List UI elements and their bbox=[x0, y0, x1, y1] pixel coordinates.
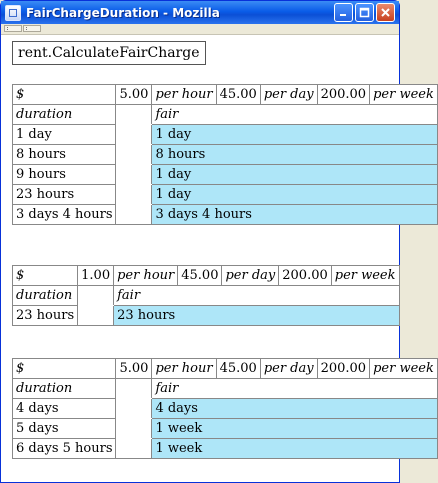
rate-value: 5.00 bbox=[116, 359, 152, 379]
table-row bbox=[13, 439, 438, 459]
duration-cell: 9 hours bbox=[13, 165, 116, 185]
table-row bbox=[13, 145, 438, 165]
table-row bbox=[13, 165, 438, 185]
duration-cell: 6 days 5 hours bbox=[13, 439, 116, 459]
currency-cell: $ bbox=[13, 359, 116, 379]
table-header-row bbox=[13, 266, 400, 286]
rate-value: 45.00 bbox=[178, 266, 222, 286]
table-row bbox=[13, 419, 438, 439]
duration-cell: 3 days 4 hours bbox=[13, 205, 116, 225]
fit-table bbox=[12, 84, 438, 225]
rate-unit: per hour bbox=[152, 85, 216, 105]
table-row bbox=[13, 185, 438, 205]
column-header-row bbox=[13, 379, 438, 399]
duration-cell: 23 hours bbox=[13, 185, 116, 205]
spacer-cell bbox=[116, 165, 152, 185]
spacer-cell bbox=[78, 286, 114, 306]
rate-unit: per week bbox=[370, 85, 438, 105]
fair-cell: 1 day bbox=[152, 125, 437, 145]
column-header-row bbox=[13, 105, 438, 125]
fixture-name: rent.CalculateFairCharge bbox=[12, 41, 206, 65]
currency-cell: $ bbox=[13, 266, 78, 286]
spacer-cell bbox=[78, 306, 114, 326]
column-header-duration: duration bbox=[13, 105, 116, 125]
close-button[interactable] bbox=[376, 3, 395, 22]
page-content bbox=[1, 35, 434, 482]
column-header-fair: fair bbox=[114, 286, 399, 306]
table-header-row bbox=[13, 359, 438, 379]
toolbar-strip bbox=[1, 24, 399, 35]
spacer-cell bbox=[116, 125, 152, 145]
column-header-duration: duration bbox=[13, 286, 78, 306]
table-row bbox=[13, 399, 438, 419]
spacer-cell bbox=[116, 145, 152, 165]
column-header-row bbox=[13, 286, 400, 306]
fair-cell: 1 day bbox=[152, 185, 437, 205]
close-icon bbox=[380, 7, 391, 18]
rate-value: 45.00 bbox=[216, 85, 260, 105]
rate-unit: per week bbox=[331, 266, 399, 286]
maximize-icon bbox=[359, 7, 370, 18]
spacer-cell bbox=[116, 379, 152, 399]
maximize-button[interactable] bbox=[355, 3, 374, 22]
rate-unit: per day bbox=[260, 359, 317, 379]
title-bar[interactable] bbox=[1, 1, 399, 24]
duration-cell: 1 day bbox=[13, 125, 116, 145]
toolbar-grip[interactable] bbox=[4, 25, 22, 32]
rate-value: 200.00 bbox=[279, 266, 332, 286]
minimize-icon bbox=[338, 7, 349, 18]
fair-cell: 8 hours bbox=[152, 145, 437, 165]
toolbar-grip[interactable] bbox=[23, 25, 41, 32]
rate-unit: per day bbox=[222, 266, 279, 286]
fair-cell: 4 days bbox=[152, 399, 437, 419]
rate-value: 200.00 bbox=[317, 359, 370, 379]
rate-unit: per week bbox=[370, 359, 438, 379]
rate-value: 1.00 bbox=[78, 266, 114, 286]
fair-cell: 23 hours bbox=[114, 306, 399, 326]
spacer-cell bbox=[116, 205, 152, 225]
table-row bbox=[13, 125, 438, 145]
table-row bbox=[13, 306, 400, 326]
table-row bbox=[13, 205, 438, 225]
rate-unit: per day bbox=[260, 85, 317, 105]
currency-cell: $ bbox=[13, 85, 116, 105]
fit-table bbox=[12, 265, 400, 326]
spacer-cell bbox=[116, 399, 152, 419]
spacer-cell bbox=[116, 419, 152, 439]
spacer-cell bbox=[116, 105, 152, 125]
table-header-row bbox=[13, 85, 438, 105]
column-header-duration: duration bbox=[13, 379, 116, 399]
duration-cell: 4 days bbox=[13, 399, 116, 419]
fair-cell: 3 days 4 hours bbox=[152, 205, 437, 225]
window-title: FairChargeDuration - Mozilla bbox=[26, 5, 220, 20]
window-controls bbox=[334, 3, 395, 22]
rate-unit: per hour bbox=[114, 266, 178, 286]
app-icon bbox=[5, 5, 21, 21]
duration-cell: 8 hours bbox=[13, 145, 116, 165]
duration-cell: 23 hours bbox=[13, 306, 78, 326]
rate-value: 45.00 bbox=[216, 359, 260, 379]
column-header-fair: fair bbox=[152, 105, 437, 125]
fit-table bbox=[12, 358, 438, 459]
rate-unit: per hour bbox=[152, 359, 216, 379]
rate-value: 5.00 bbox=[116, 85, 152, 105]
spacer-cell bbox=[116, 439, 152, 459]
fair-cell: 1 week bbox=[152, 439, 437, 459]
fair-cell: 1 week bbox=[152, 419, 437, 439]
spacer-cell bbox=[116, 185, 152, 205]
column-header-fair: fair bbox=[152, 379, 437, 399]
minimize-button[interactable] bbox=[334, 3, 353, 22]
duration-cell: 5 days bbox=[13, 419, 116, 439]
fair-cell: 1 day bbox=[152, 165, 437, 185]
rate-value: 200.00 bbox=[317, 85, 370, 105]
